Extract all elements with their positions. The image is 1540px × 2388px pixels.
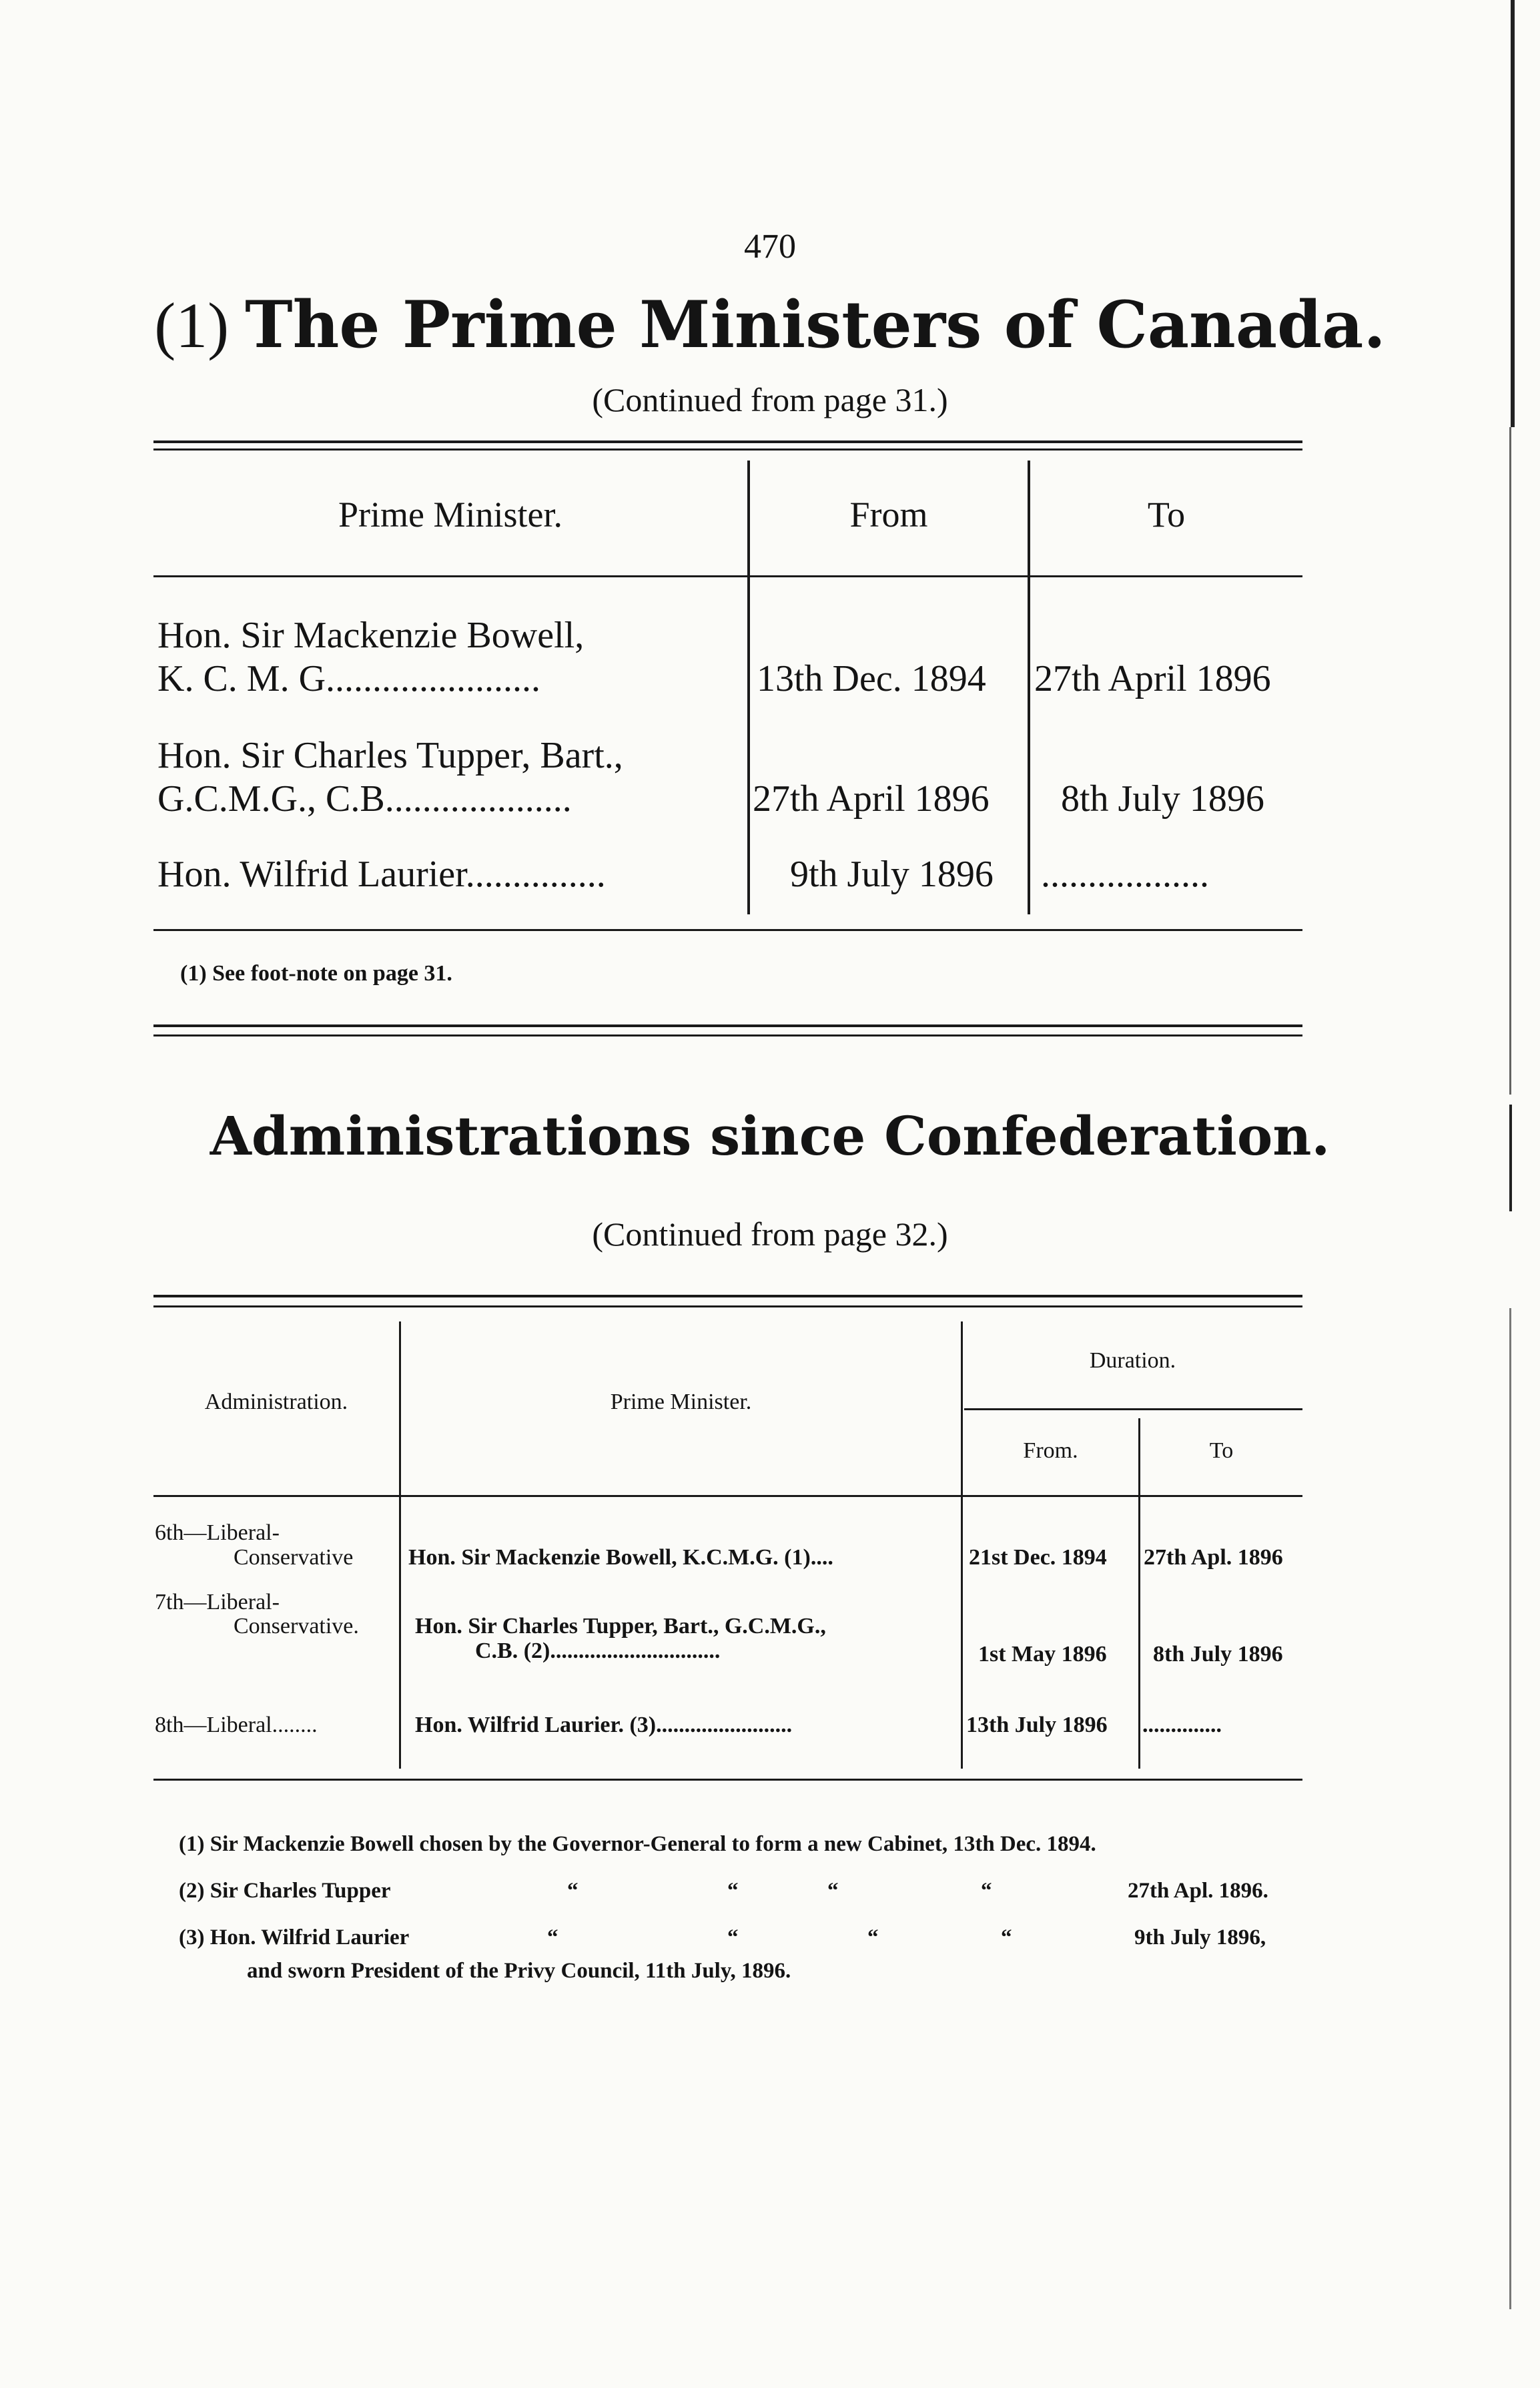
- table1-row3-to: ..................: [1041, 854, 1209, 895]
- section1-continued: (Continued from page 31.): [592, 381, 948, 418]
- table2-row2-to: 8th July 1896: [1153, 1642, 1283, 1667]
- table2-bottom-rule: [153, 1779, 1302, 1781]
- scan-edge-mark: [1509, 427, 1511, 1095]
- section2-footnote-2-date: 27th Apl. 1896.: [1128, 1879, 1268, 1903]
- table1-row3-from: 9th July 1896: [790, 854, 994, 895]
- table2-top-rule: [153, 1295, 1302, 1297]
- table1-row3-name: Hon. Wilfrid Laurier...............: [157, 854, 606, 895]
- table1-bottom-rule: [153, 929, 1302, 931]
- table1-top-rule: [153, 449, 1302, 451]
- ditto-mark: “: [827, 1879, 839, 1903]
- table2-header-prime-minister: Prime Minister.: [610, 1390, 752, 1414]
- table2-header-from: From.: [1023, 1438, 1078, 1463]
- section2-footnote-1: (1) Sir Mackenzie Bowell chosen by the Governor-General to form a new Cabinet, 13th Dec. 1894.: [179, 1832, 1096, 1856]
- table2-row1-admin-cont: Conservative: [234, 1545, 354, 1570]
- ditto-mark: “: [727, 1879, 739, 1903]
- section2-footnote-3-date: 9th July 1896,: [1134, 1925, 1266, 1950]
- section-separator-rule: [153, 1034, 1302, 1036]
- table1-row2-name: Hon. Sir Charles Tupper, Bart.,: [157, 735, 623, 776]
- table2-row2-admin: 7th—Liberal-: [155, 1590, 280, 1614]
- table2-col-divider: [1138, 1418, 1140, 1769]
- table1-row2-name-cont: G.C.M.G., C.B....................: [157, 778, 572, 820]
- table1-row2-to: 8th July 1896: [1061, 778, 1264, 820]
- section2-footnote-3: (3) Hon. Wilfrid Laurier: [179, 1925, 410, 1950]
- table2-header-duration: Duration.: [1089, 1348, 1176, 1373]
- section2-title: Administrations since Confederation.: [210, 1105, 1330, 1167]
- table1-header-to: To: [1147, 495, 1186, 535]
- table2-row2-pm-cont: C.B. (2)..............................: [475, 1638, 721, 1663]
- table2-row1-to: 27th Apl. 1896: [1144, 1545, 1283, 1570]
- table2-col-divider: [961, 1321, 963, 1769]
- table1-top-rule: [153, 440, 1302, 443]
- table2-row3-from: 13th July 1896: [966, 1713, 1108, 1737]
- table2-header-administration: Administration.: [204, 1390, 348, 1414]
- table2-row3-pm: Hon. Wilfrid Laurier. (3)........................: [415, 1713, 793, 1737]
- table2-row3-admin: 8th—Liberal........: [155, 1713, 318, 1737]
- page-number: 470: [744, 228, 796, 266]
- scan-edge-mark: [1509, 1308, 1511, 2309]
- table2-col-divider: [399, 1321, 401, 1769]
- table2-row1-admin: 6th—Liberal-: [155, 1520, 280, 1545]
- table2-row2-from: 1st May 1896: [978, 1642, 1107, 1667]
- table2-duration-rule: [964, 1408, 1302, 1410]
- table2-row1-from: 21st Dec. 1894: [969, 1545, 1107, 1570]
- table1-row1-from: 13th Dec. 1894: [757, 658, 986, 699]
- table2-top-rule: [153, 1305, 1302, 1307]
- section1-number: (1): [154, 290, 230, 361]
- table2-row2-pm: Hon. Sir Charles Tupper, Bart., G.C.M.G.,: [415, 1614, 826, 1638]
- ditto-mark: “: [867, 1925, 879, 1950]
- table1-header-from: From: [849, 495, 928, 535]
- ditto-mark: “: [1001, 1925, 1012, 1950]
- section2-footnote-2: (2) Sir Charles Tupper: [179, 1879, 391, 1903]
- section1-footnote: (1) See foot-note on page 31.: [180, 961, 452, 986]
- ditto-mark: “: [567, 1879, 579, 1903]
- ditto-mark: “: [547, 1925, 558, 1950]
- table1-row1-to: 27th April 1896: [1034, 658, 1271, 699]
- table2-row2-admin-cont: Conservative.: [234, 1614, 359, 1638]
- table1-row2-from: 27th April 1896: [753, 778, 990, 820]
- section2-footnote-3-cont: and sworn President of the Privy Council, 11th July, 1896.: [247, 1959, 791, 1983]
- ditto-mark: “: [981, 1879, 992, 1903]
- table1-row1-name-cont: K. C. M. G.......................: [157, 658, 541, 699]
- section1-title: The Prime Ministers of Canada.: [245, 287, 1386, 362]
- section1-heading: [0, 287, 1540, 362]
- table2-row3-to: ..............: [1142, 1713, 1222, 1737]
- scan-edge-mark: [1511, 0, 1515, 427]
- table2-row1-pm: Hon. Sir Mackenzie Bowell, K.C.M.G. (1)....: [408, 1545, 833, 1570]
- table1-row1-name: Hon. Sir Mackenzie Bowell,: [157, 615, 585, 656]
- table1-header-rule: [153, 575, 1302, 577]
- table2-header-rule: [153, 1495, 1302, 1497]
- section2-continued: (Continued from page 32.): [592, 1215, 948, 1253]
- ditto-mark: “: [727, 1925, 739, 1950]
- section-separator-rule: [153, 1024, 1302, 1027]
- table2-header-to: To: [1209, 1438, 1234, 1463]
- table1-header-prime-minister: Prime Minister.: [338, 495, 562, 535]
